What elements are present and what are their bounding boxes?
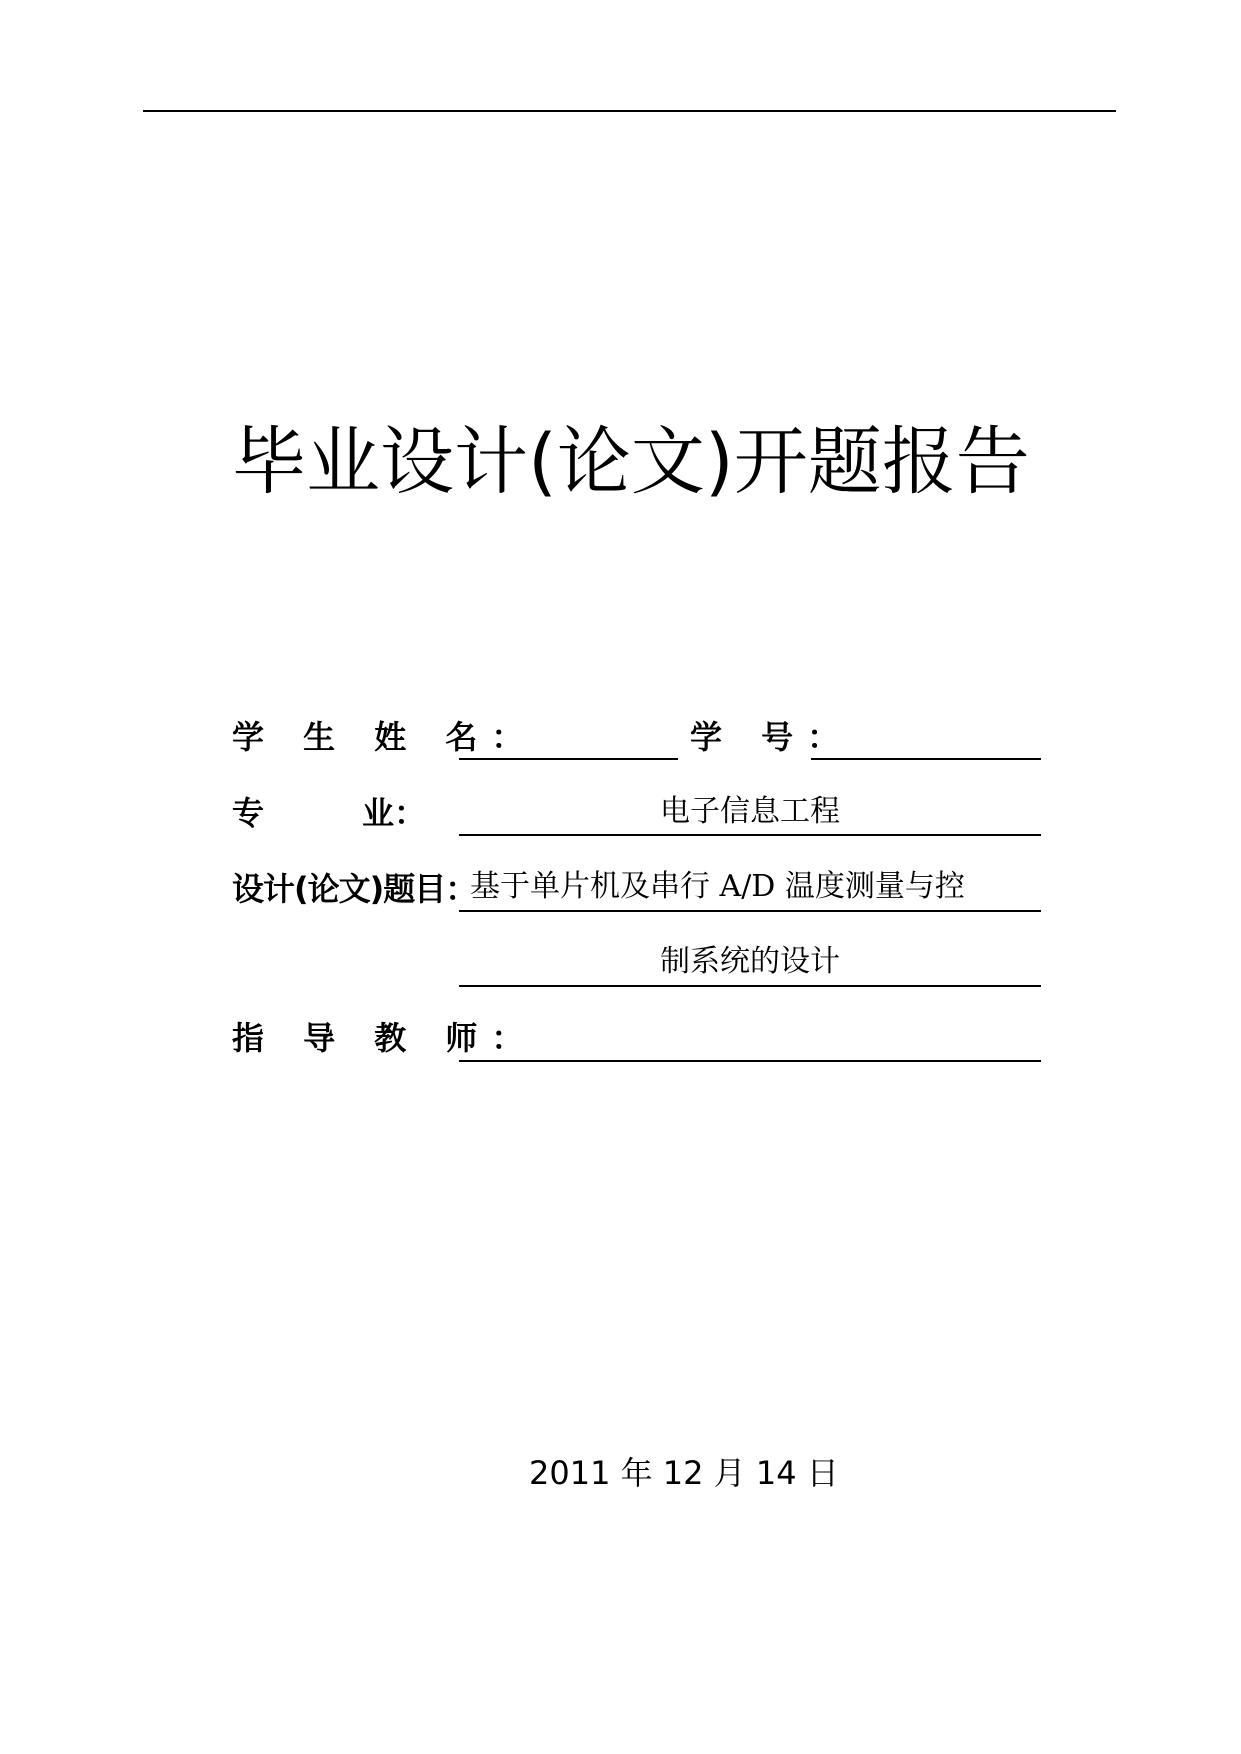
student-name-label: 学 生 姓 名： — [232, 718, 538, 756]
advisor-label: 指 导 教 师： — [232, 1019, 538, 1057]
student-id-label: 学 号： — [690, 718, 854, 756]
topic-underline-2 — [459, 985, 1041, 987]
report-date: 2011 年 12 月 14 日 — [529, 1454, 839, 1492]
major-value: 电子信息工程 — [660, 794, 840, 829]
topic-value-line-2: 制系统的设计 — [660, 944, 840, 979]
major-underline — [459, 834, 1041, 836]
student-name-underline — [459, 758, 678, 760]
advisor-underline — [459, 1060, 1041, 1062]
major-label-rest: 业： — [362, 794, 427, 832]
topic-label: 设计(论文)题目： — [232, 870, 477, 908]
major-label — [232, 793, 426, 833]
major-label-first: 专 — [232, 794, 265, 832]
header-rule — [143, 110, 1116, 112]
topic-underline-1 — [459, 910, 1041, 912]
page-title: 毕业设计(论文)开题报告 — [232, 419, 1030, 505]
topic-value-line-1: 基于单片机及串行 A/D 温度测量与控 — [470, 869, 965, 904]
student-id-underline — [811, 758, 1041, 760]
